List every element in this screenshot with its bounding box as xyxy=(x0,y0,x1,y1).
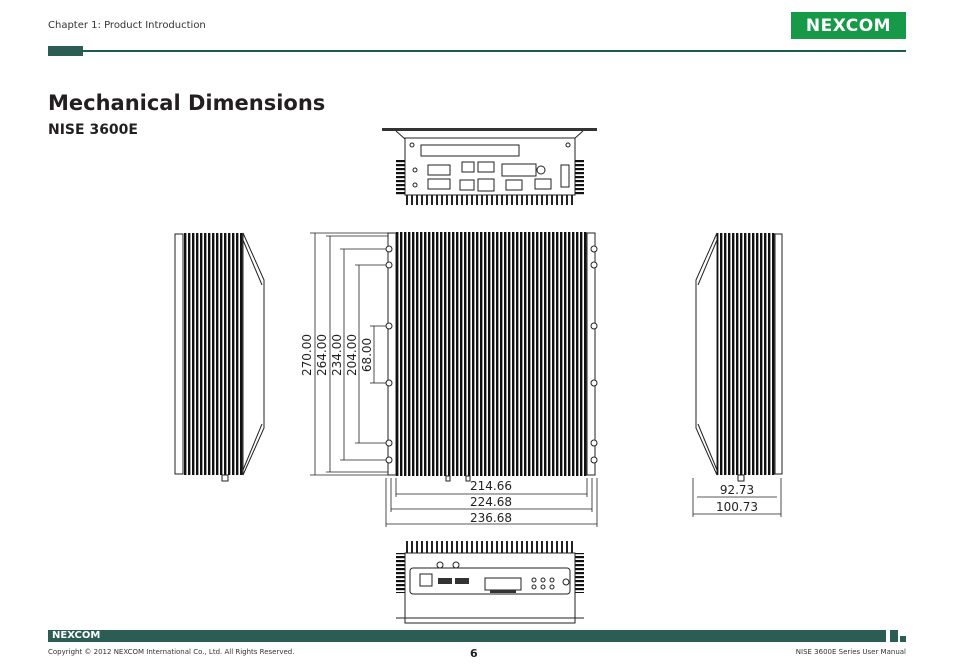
dim-depth-100: 100.73 xyxy=(716,500,758,514)
dim-width-214: 214.66 xyxy=(470,479,512,493)
dim-height-270: 270.00 xyxy=(300,334,314,376)
dim-depth-92: 92.73 xyxy=(719,483,755,497)
dim-height-68: 68.00 xyxy=(360,337,374,373)
dim-width-224: 224.68 xyxy=(470,495,512,509)
page-title: Mechanical Dimensions xyxy=(48,91,326,115)
dim-width-236: 236.68 xyxy=(470,511,512,525)
footer-square-large xyxy=(890,630,898,642)
rear-view xyxy=(396,541,584,623)
dim-height-264: 264.00 xyxy=(315,334,329,376)
copyright-text: Copyright © 2012 NEXCOM International Co., Ltd. All Rights Reserved. xyxy=(48,648,295,656)
manual-name: NISE 3600E Series User Manual xyxy=(795,648,906,656)
left-side-view xyxy=(175,233,264,481)
section-subtitle: NISE 3600E xyxy=(48,122,138,138)
top-view xyxy=(386,232,597,481)
footer-logo: NEXCOM xyxy=(52,630,101,641)
footer-square-small xyxy=(900,636,906,642)
right-side-view xyxy=(696,233,782,481)
front-view xyxy=(382,128,597,205)
chapter-label: Chapter 1: Product Introduction xyxy=(48,20,206,31)
horizontal-dimension-labels xyxy=(470,479,758,525)
vertical-dimension-labels xyxy=(300,334,374,376)
dim-height-234: 234.00 xyxy=(330,334,344,376)
footer-bar xyxy=(48,630,886,642)
logo-text: NEXCOM xyxy=(805,15,892,36)
dim-height-204: 204.00 xyxy=(345,334,359,376)
page-number: 6 xyxy=(470,647,478,660)
